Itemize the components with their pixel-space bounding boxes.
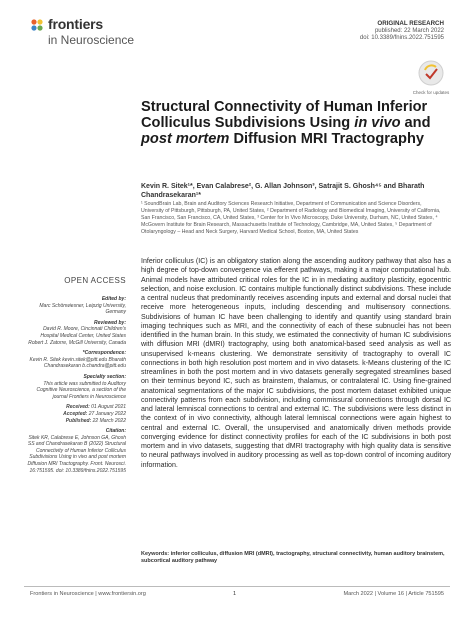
article-sidebar [24, 292, 126, 474]
footer-journal[interactable]: Frontiers in Neuroscience | www.frontiersin.org [30, 591, 146, 597]
reviewer: Robert J. Zatorre, McGill University, Canada [28, 339, 126, 346]
keywords-label: Keywords: [141, 551, 170, 557]
editor: Marc Schönwiesner, Leipzig University, Germany [39, 302, 126, 316]
reviewer: David R. Moore, Cincinnati Children's Hospital Medical Center, United States [40, 326, 126, 339]
published-date: published: 22 March 2022 [374, 27, 444, 34]
specialty-section-label: Specialty section: [83, 373, 126, 380]
correspondence-label: *Correspondence: [82, 350, 126, 357]
edited-by-label: Edited by: [101, 296, 126, 302]
footer-divider [24, 586, 450, 587]
article-meta [360, 20, 444, 43]
check-for-updates-icon[interactable] [416, 58, 446, 88]
author-list: Kevin R. Sitek¹*, Evan Calabrese², G. Allan Johnson³, Satrajit S. Ghosh⁴⁵ and Bharath Chandrasekaran¹* [141, 183, 425, 199]
check-for-updates-label: Check for updates [412, 90, 450, 95]
reviewed-by-label: Reviewed by: [94, 319, 126, 326]
keywords [141, 551, 451, 565]
specialty-section: This article was submitted to Auditory Cognitive Neuroscience, a section of the journal Frontiers in Neuroscience [36, 380, 126, 400]
received-row: Received: 01 August 2021 [66, 404, 126, 411]
citation: Sitek KR, Calabrese E, Johnson GA, Ghosh SS and Chandrasekaran B (2022) Structural Connectivity of Human Inferior Colliculus Subdivisions Using in vivo and post mortem Diffusion MRI Tractography. Front. Neurosci. 16:751595. doi: 10.3389/fnins.2022.751595 [27, 434, 126, 474]
article-type: ORIGINAL RESEARCH [377, 20, 444, 27]
journal-name: frontiers [48, 16, 103, 32]
published-row: Published: 22 March 2022 [65, 417, 126, 424]
doi[interactable]: doi: 10.3389/fnins.2022.751595 [359, 35, 444, 41]
abstract: Inferior colliculus (IC) is an obligatory station along the ascending auditory pathway that also has a high degree of top-down convergence via efferent pathways, making it a major computational hub. Animal models have attributed critical roles for the IC in in mediating auditory plasticity, egocentric selection, and noise exclusion. IC contains multiple functionally distinct subdivisions. These include a central nucleus that predominantly receives ascending inputs and external and dorsal nuclei that receive more heterogeneous inputs, including descending and multisensory connections. Subdivisions of human IC have been challenging to identify and quantify using standard brain imaging techniques such as MRI, and the connectivity of each of these subnuclei has not been identified in the human brain. In this study, we estimated the connectivity of human IC subdivisions with diffusion MRI (dMRI) tractography, using both anatomical-based seed analysis as well as unsupervised k-means clustering. We demonstrate sensitivity of tractography to overall IC connections in both high resolution post mortem and in vivo datasets. k-Means clustering of the IC streamlines in both the post mortem and in vivo datasets generally segregated streamlines based on their terminus beyond IC, such as brainstem, thalamus, or contralateral IC. Using fine-grained anatomical segmentations of the major IC subdivisions, the post mortem dataset exhibited unique connectivity patterns from each subdivision, including commissural connections through dorsal IC and lateral lemniscal connections to central and external IC. The subdivisions were less distinct in the context of in vivo connectivity, although lateral lemniscal connections were again highest to central and external IC. Overall, the unsupervised and anatomically driven methods provide converging evidence for distinct connectivity profiles for each of the IC subdivisions in both post mortem and in vivo datasets, suggesting that dMRI tractography with high quality data is sensitive to neural pathways involved in auditory processing as well as top-down control of incoming auditory information. [141, 258, 451, 469]
footer-volume: March 2022 | Volume 16 | Article 751595 [343, 591, 444, 597]
page-number: 1 [233, 591, 237, 597]
citation-label: Citation: [105, 428, 126, 435]
correspondence[interactable]: Kevin R. Sitek kevin.sitek@pitt.edu Bharath Chandrasekaran b.chandra@pitt.edu [29, 356, 126, 370]
open-access-label: OPEN ACCESS [64, 276, 126, 285]
affiliations: ¹ SoundBrain Lab, Brain and Auditory Sciences Research Initiative, Department of Communication and Science Disorders, University of Pittsburgh, Pittsburgh, PA, United States, ² Department of Radiology and Biomedical Imaging, University of California, San Francisco, San Francisco, CA, United States, ³ Center for In Vivo Microscopy, Duke University, Durham, NC, United States, ⁴ McGovern Institute for Brain Research, Massachusetts Institute of Technology, Cambridge, MA, United States, ⁵ Department of Otolaryngology – Head and Neck Surgery, Harvard Medical School, Boston, MA, United States [141, 201, 441, 235]
keywords-list: inferior colliculus, diffusion MRI (dMRI), tractography, structural connectivity, human auditory brainstem, subcortical auditory pathway [141, 551, 445, 564]
frontiers-logo-icon [30, 18, 44, 32]
journal-logo [30, 16, 150, 50]
journal-subtitle: in Neuroscience [48, 33, 135, 47]
paper-title: Structural Connectivity of Human Inferior Colliculus Subdivisions Using in vivo and post mortem Diffusion MRI Tractography [141, 99, 431, 147]
accepted-row: Accepted: 27 January 2022 [63, 410, 126, 417]
